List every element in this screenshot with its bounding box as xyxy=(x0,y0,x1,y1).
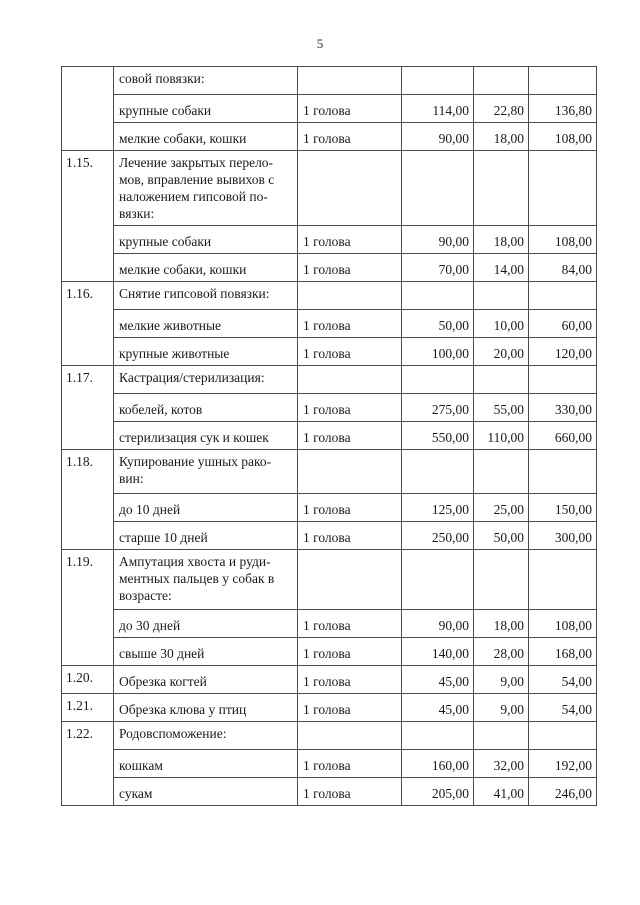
service-name: свыше 30 дней xyxy=(114,638,298,666)
price-vat: 28,00 xyxy=(474,638,529,666)
price-total xyxy=(529,550,597,610)
row-code: 1.18. xyxy=(62,450,114,550)
unit-of-measure xyxy=(298,450,402,494)
price-vat: 41,00 xyxy=(474,778,529,806)
service-name: Родовспоможение: xyxy=(114,722,298,750)
service-name: крупные животные xyxy=(114,338,298,366)
unit-of-measure: 1 голова xyxy=(298,638,402,666)
price-total: 246,00 xyxy=(529,778,597,806)
price-base: 250,00 xyxy=(402,522,474,550)
price-base xyxy=(402,450,474,494)
price-vat: 22,80 xyxy=(474,95,529,123)
price-base: 550,00 xyxy=(402,422,474,450)
unit-of-measure: 1 голова xyxy=(298,338,402,366)
price-vat: 18,00 xyxy=(474,226,529,254)
table-row xyxy=(62,494,597,522)
table-row xyxy=(62,750,597,778)
unit-of-measure xyxy=(298,67,402,95)
row-code: 1.22. xyxy=(62,722,114,806)
price-base: 140,00 xyxy=(402,638,474,666)
service-name: Обрезка когтей xyxy=(114,666,298,694)
price-base: 45,00 xyxy=(402,666,474,694)
table-row xyxy=(62,226,597,254)
table-row xyxy=(62,722,597,750)
service-name: Кастрация/стерилизация: xyxy=(114,366,298,394)
table-row xyxy=(62,666,597,694)
unit-of-measure: 1 голова xyxy=(298,310,402,338)
price-vat xyxy=(474,722,529,750)
price-base: 125,00 xyxy=(402,494,474,522)
unit-of-measure: 1 голова xyxy=(298,494,402,522)
unit-of-measure: 1 голова xyxy=(298,422,402,450)
price-total: 660,00 xyxy=(529,422,597,450)
service-name: крупные собаки xyxy=(114,226,298,254)
unit-of-measure: 1 голова xyxy=(298,123,402,151)
price-base xyxy=(402,550,474,610)
table-row xyxy=(62,366,597,394)
price-total: 84,00 xyxy=(529,254,597,282)
price-total xyxy=(529,722,597,750)
price-vat: 55,00 xyxy=(474,394,529,422)
service-name: Снятие гипсовой повязки: xyxy=(114,282,298,310)
price-vat xyxy=(474,282,529,310)
table-row xyxy=(62,123,597,151)
table-row xyxy=(62,95,597,123)
table-row xyxy=(62,450,597,494)
price-vat: 110,00 xyxy=(474,422,529,450)
service-name: старше 10 дней xyxy=(114,522,298,550)
service-name: до 30 дней xyxy=(114,610,298,638)
price-total: 330,00 xyxy=(529,394,597,422)
service-name: крупные собаки xyxy=(114,95,298,123)
price-base xyxy=(402,366,474,394)
price-vat xyxy=(474,366,529,394)
service-name: мелкие собаки, кошки xyxy=(114,123,298,151)
unit-of-measure: 1 голова xyxy=(298,610,402,638)
price-vat xyxy=(474,450,529,494)
price-vat: 9,00 xyxy=(474,666,529,694)
price-total xyxy=(529,450,597,494)
service-name: кобелей, котов xyxy=(114,394,298,422)
price-base xyxy=(402,282,474,310)
price-total: 54,00 xyxy=(529,694,597,722)
price-vat: 50,00 xyxy=(474,522,529,550)
price-total: 108,00 xyxy=(529,123,597,151)
unit-of-measure: 1 голова xyxy=(298,666,402,694)
price-vat: 20,00 xyxy=(474,338,529,366)
unit-of-measure xyxy=(298,550,402,610)
price-vat xyxy=(474,67,529,95)
unit-of-measure: 1 голова xyxy=(298,694,402,722)
price-total: 168,00 xyxy=(529,638,597,666)
unit-of-measure: 1 голова xyxy=(298,254,402,282)
table-row xyxy=(62,422,597,450)
unit-of-measure xyxy=(298,151,402,226)
table-row xyxy=(62,550,597,610)
price-base: 114,00 xyxy=(402,95,474,123)
unit-of-measure: 1 голова xyxy=(298,394,402,422)
price-base xyxy=(402,67,474,95)
price-total: 60,00 xyxy=(529,310,597,338)
table-row xyxy=(62,67,597,95)
price-base: 50,00 xyxy=(402,310,474,338)
unit-of-measure xyxy=(298,366,402,394)
table-row xyxy=(62,694,597,722)
price-base: 205,00 xyxy=(402,778,474,806)
price-total: 54,00 xyxy=(529,666,597,694)
row-code: 1.17. xyxy=(62,366,114,450)
row-code: 1.20. xyxy=(62,666,114,694)
service-name: кошкам xyxy=(114,750,298,778)
price-vat: 25,00 xyxy=(474,494,529,522)
service-name: Ампутация хвоста и руди-ментных пальцев у собак в возрасте: xyxy=(114,550,298,610)
price-vat: 14,00 xyxy=(474,254,529,282)
price-base: 90,00 xyxy=(402,123,474,151)
service-name: сукам xyxy=(114,778,298,806)
unit-of-measure: 1 голова xyxy=(298,95,402,123)
price-vat: 18,00 xyxy=(474,610,529,638)
service-name: Лечение закрытых перело-мов, вправление вывихов с наложением гипсовой по-вязки: xyxy=(114,151,298,226)
price-vat: 9,00 xyxy=(474,694,529,722)
service-name: Обрезка клюва у птиц xyxy=(114,694,298,722)
service-name: Купирование ушных рако-вин: xyxy=(114,450,298,494)
price-total xyxy=(529,67,597,95)
row-code: 1.15. xyxy=(62,151,114,282)
unit-of-measure: 1 голова xyxy=(298,750,402,778)
price-vat: 32,00 xyxy=(474,750,529,778)
table-row xyxy=(62,254,597,282)
row-code: 1.16. xyxy=(62,282,114,366)
price-base: 70,00 xyxy=(402,254,474,282)
service-name: стерилизация сук и кошек xyxy=(114,422,298,450)
price-base: 45,00 xyxy=(402,694,474,722)
price-base: 90,00 xyxy=(402,226,474,254)
table-row xyxy=(62,310,597,338)
price-total: 136,80 xyxy=(529,95,597,123)
price-total: 192,00 xyxy=(529,750,597,778)
price-table-body xyxy=(62,67,597,806)
row-code: 1.21. xyxy=(62,694,114,722)
table-row xyxy=(62,151,597,226)
price-base xyxy=(402,722,474,750)
service-name: совой повязки: xyxy=(114,67,298,95)
unit-of-measure: 1 голова xyxy=(298,522,402,550)
price-base: 275,00 xyxy=(402,394,474,422)
service-name: мелкие собаки, кошки xyxy=(114,254,298,282)
table-row xyxy=(62,610,597,638)
price-total: 108,00 xyxy=(529,226,597,254)
row-code: 1.19. xyxy=(62,550,114,666)
unit-of-measure xyxy=(298,722,402,750)
price-vat xyxy=(474,151,529,226)
table-row xyxy=(62,282,597,310)
table-row xyxy=(62,522,597,550)
service-name: мелкие животные xyxy=(114,310,298,338)
price-table xyxy=(61,66,597,806)
table-row xyxy=(62,638,597,666)
row-code xyxy=(62,67,114,151)
unit-of-measure: 1 голова xyxy=(298,778,402,806)
price-base: 90,00 xyxy=(402,610,474,638)
price-vat xyxy=(474,550,529,610)
unit-of-measure: 1 голова xyxy=(298,226,402,254)
price-vat: 18,00 xyxy=(474,123,529,151)
unit-of-measure xyxy=(298,282,402,310)
price-total: 120,00 xyxy=(529,338,597,366)
table-row xyxy=(62,394,597,422)
price-base xyxy=(402,151,474,226)
price-total: 150,00 xyxy=(529,494,597,522)
service-name: до 10 дней xyxy=(114,494,298,522)
price-vat: 10,00 xyxy=(474,310,529,338)
price-base: 100,00 xyxy=(402,338,474,366)
price-total: 300,00 xyxy=(529,522,597,550)
price-total xyxy=(529,151,597,226)
price-total xyxy=(529,366,597,394)
table-row xyxy=(62,338,597,366)
page-number: 5 xyxy=(316,36,324,51)
price-total: 108,00 xyxy=(529,610,597,638)
price-total xyxy=(529,282,597,310)
price-base: 160,00 xyxy=(402,750,474,778)
table-row xyxy=(62,778,597,806)
